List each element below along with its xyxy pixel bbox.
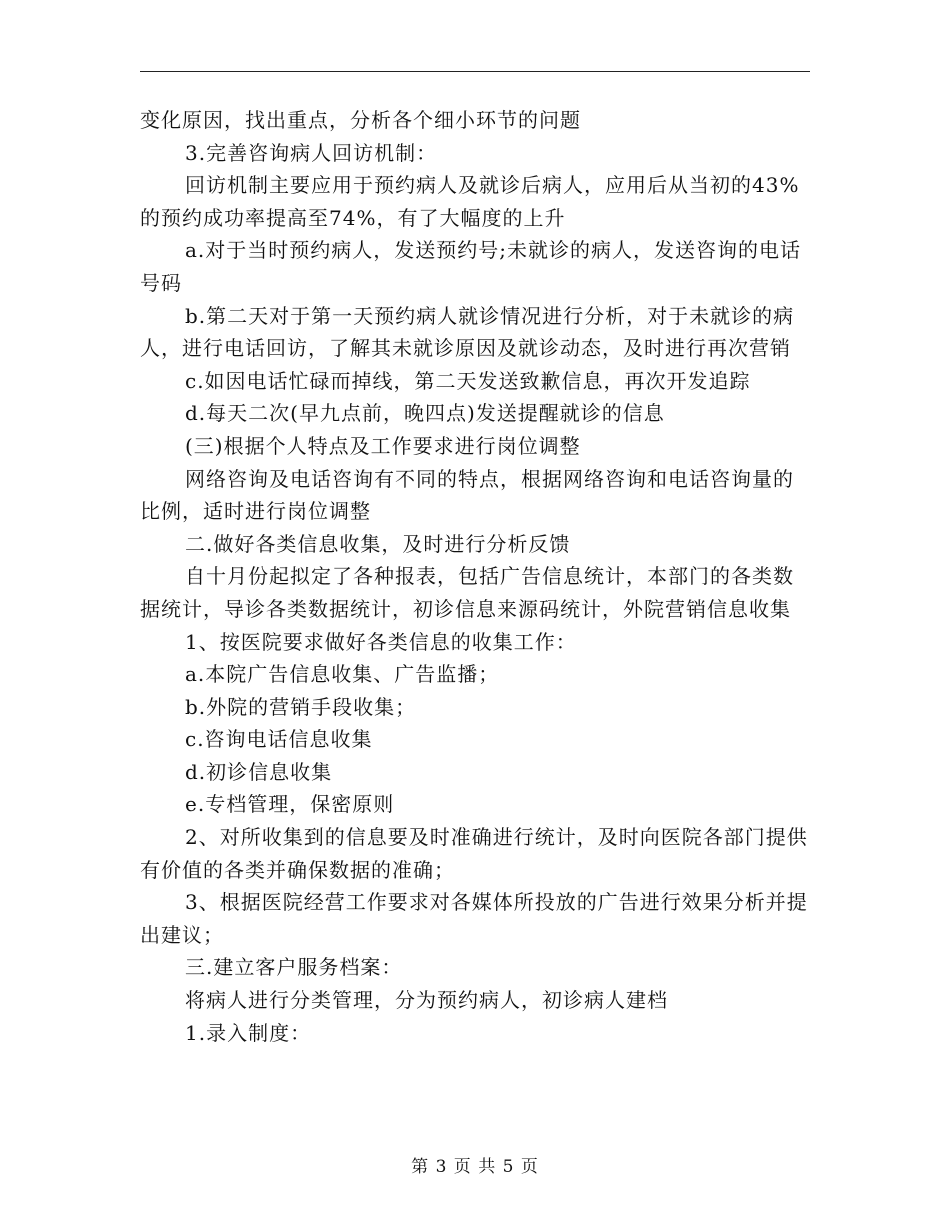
paragraph: b.第二天对于第一天预约病人就诊情况进行分析，对于未就诊的病人，进行电话回访，了解其未就诊原因及就诊动态，及时进行再次营销 bbox=[140, 303, 795, 361]
paragraph: 变化原因，找出重点，分析各个细小环节的问题 bbox=[140, 108, 581, 132]
paragraph: 2、对所收集到的信息要及时准确进行统计，及时向医院各部门提供有价值的各类并确保数据的准确； bbox=[140, 825, 808, 882]
header-rule bbox=[140, 71, 810, 72]
list-item: b.外院的营销手段收集； bbox=[185, 694, 417, 719]
paragraph: 1、按医院要求做好各类信息的收集工作： bbox=[185, 629, 577, 654]
section-heading: 三.建立客户服务档案： bbox=[185, 955, 403, 980]
paragraph: c.如因电话忙碌而掉线，第二天发送致歉信息，再次开发追踪 bbox=[185, 368, 751, 393]
paragraph: 自十月份起拟定了各种报表，包括广告信息统计，本部门的各类数据统计，导诊各类数据统计，初诊信息来源码统计，外院营销信息收集 bbox=[140, 564, 794, 621]
list-item: d.初诊信息收集 bbox=[185, 759, 333, 784]
paragraph: 3、根据医院经营工作要求对各媒体所投放的广告进行效果分析并提出建议； bbox=[140, 890, 808, 947]
paragraph: 回访机制主要应用于预约病人及就诊后病人，应用后从当初的43%的预约成功率提高至74%，有了大幅度的上升 bbox=[140, 173, 800, 230]
paragraph: a.对于当时预约病人，发送预约号;未就诊的病人，发送咨询的电话号码 bbox=[140, 238, 802, 295]
list-item: e.专档管理，保密原则 bbox=[185, 792, 395, 817]
paragraph: 将病人进行分类管理，分为预约病人，初诊病人建档 bbox=[185, 988, 668, 1013]
page-number: 第 3 页 共 5 页 bbox=[411, 1157, 539, 1177]
section-heading: (三)根据个人特点及工作要求进行岗位调整 bbox=[185, 433, 581, 458]
paragraph: 网络咨询及电话咨询有不同的特点，根据网络咨询和电话咨询量的比例，适时进行岗位调整 bbox=[140, 466, 794, 524]
list-item: c.咨询电话信息收集 bbox=[185, 727, 373, 752]
document-body bbox=[140, 104, 810, 1049]
paragraph: d.每天二次(早九点前，晚四点)发送提醒就诊的信息 bbox=[185, 401, 665, 426]
paragraph: 1.录入制度： bbox=[185, 1020, 312, 1045]
paragraph: 3.完善咨询病人回访机制： bbox=[185, 140, 438, 165]
section-heading: 二.做好各类信息收集，及时进行分析反馈 bbox=[185, 531, 571, 556]
list-item: a.本院广告信息收集、广告监播； bbox=[185, 662, 500, 687]
